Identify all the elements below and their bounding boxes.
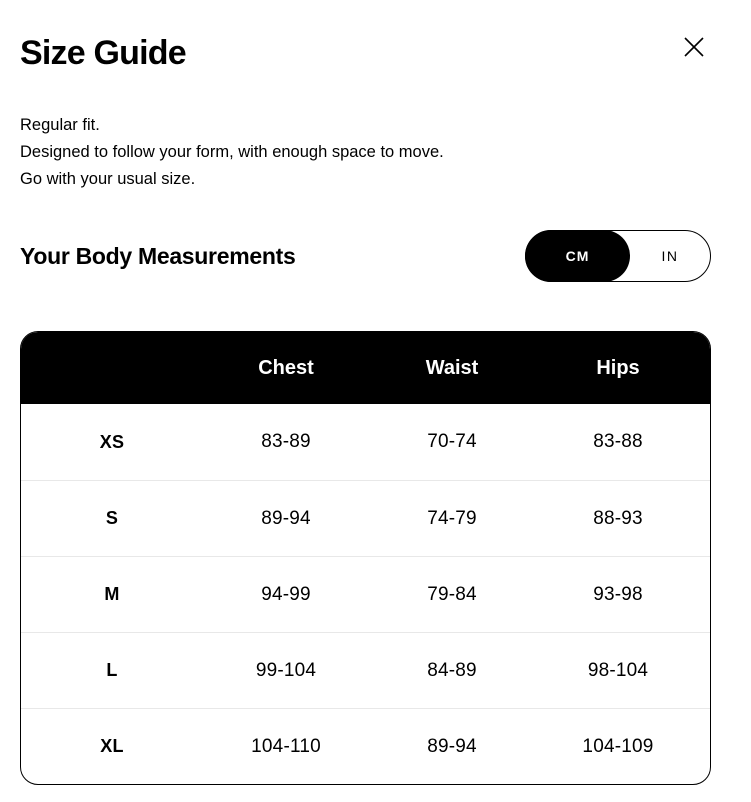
size-label: XL — [100, 736, 124, 756]
fit-description-line-3: Go with your usual size. — [20, 170, 196, 188]
table-row — [21, 632, 710, 708]
modal-header — [20, 0, 751, 70]
chest-value: 83-89 — [261, 431, 311, 452]
hips-value: 88-93 — [593, 507, 643, 529]
page-title: Size Guide — [20, 34, 186, 72]
chest-value: 99-104 — [255, 659, 317, 681]
size-label: XS — [99, 431, 125, 452]
size-label: S — [105, 508, 119, 528]
fit-description-line-1: Regular fit. — [20, 116, 100, 134]
table-row — [21, 480, 710, 556]
fit-description — [20, 112, 711, 193]
waist-value: 89-94 — [427, 735, 477, 757]
chest-value: 94-99 — [261, 583, 311, 605]
column-header-hips: Hips — [596, 356, 640, 379]
unit-toggle-in[interactable]: IN — [661, 248, 679, 264]
table-header-row — [21, 332, 710, 404]
waist-value: 84-89 — [427, 659, 477, 681]
chest-value: 104-110 — [251, 735, 321, 757]
measurements-header-row — [20, 230, 711, 282]
body-measurements-heading: Your Body Measurements — [20, 242, 296, 269]
hips-value: 83-88 — [593, 431, 643, 452]
fit-description-line-2: Designed to follow your form, with enough space to move. — [20, 143, 444, 161]
unit-toggle-cm[interactable]: CM — [525, 230, 630, 282]
hips-value: 98-104 — [587, 659, 649, 681]
unit-toggle[interactable] — [525, 230, 711, 282]
waist-value: 74-79 — [427, 507, 477, 529]
column-header-chest: Chest — [258, 356, 314, 379]
chest-value: 89-94 — [261, 507, 311, 529]
table-row — [21, 556, 710, 632]
table-row — [21, 708, 710, 784]
table-row — [21, 404, 710, 480]
close-icon — [680, 33, 708, 61]
waist-value: 79-84 — [427, 583, 477, 605]
hips-value: 104-109 — [582, 735, 654, 757]
size-table — [20, 331, 711, 785]
size-label: L — [106, 660, 118, 680]
close-button[interactable] — [677, 30, 711, 64]
size-label: M — [104, 584, 120, 604]
hips-value: 93-98 — [593, 583, 643, 605]
column-header-waist: Waist — [425, 356, 479, 379]
waist-value: 70-74 — [427, 431, 477, 452]
